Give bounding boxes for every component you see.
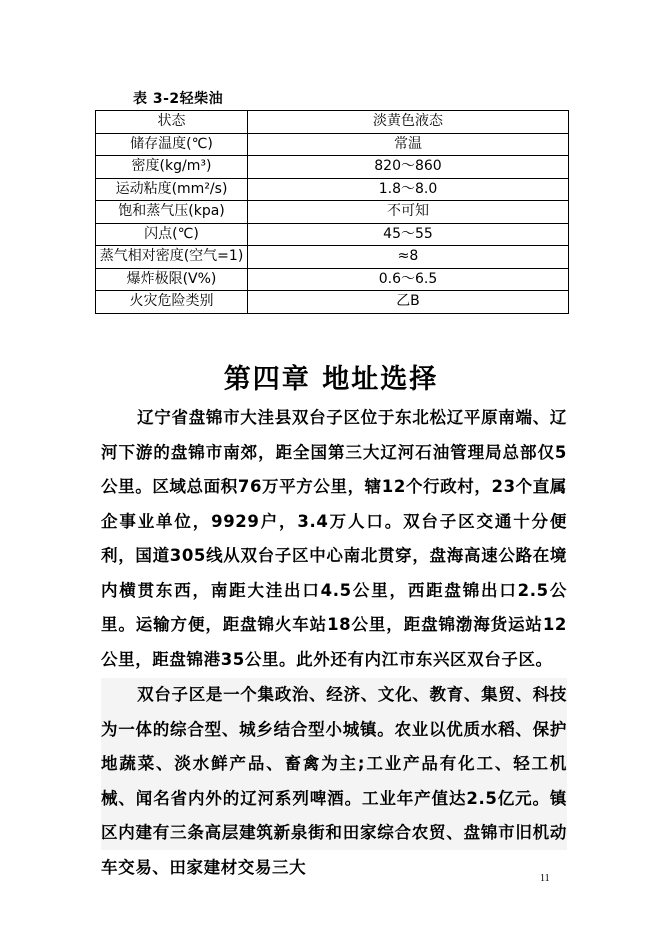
- property-name-cell: 状态: [96, 111, 248, 134]
- property-value-cell: 820～860: [248, 156, 569, 179]
- property-value-cell: 常温: [248, 133, 569, 156]
- table-row: [96, 291, 569, 314]
- property-name-cell: 火灾危险类别: [96, 291, 248, 314]
- table-row: [96, 178, 569, 201]
- property-name-cell: 运动粘度(mm²/s): [96, 178, 248, 201]
- table-row: [96, 268, 569, 291]
- table-row: [96, 246, 569, 269]
- property-value-cell: ≈8: [248, 246, 569, 269]
- table-row: [96, 223, 569, 246]
- paragraph-location-text: 辽宁省盘锦市大洼县双台子区位于东北松辽平原南端、辽河下游的盘锦市南郊，距全国第三大辽河石油管理局总部仅5公里。区域总面积76万平方公里，辖12个行政村，23个直属企事业单位，9929户，3.4万人口。双台子区交通十分便利，国道305线从双台子区中心南北贯穿，盘海高速公路在境内横贯东西，南距大洼出口4.5公里，西距盘锦出口2.5公里。运输方便，距盘锦火车站18公里，距盘锦渤海货运站12公里，距盘锦港35公里。此外还有内江市东兴区双台子区。: [101, 408, 567, 669]
- property-value-cell: 乙B: [248, 291, 569, 314]
- chapter-title: 第四章 地址选择: [223, 364, 439, 395]
- table-row: [96, 111, 569, 134]
- table-row: [96, 201, 569, 224]
- property-value-cell: 45～55: [248, 223, 569, 246]
- property-value-cell: 0.6～6.5: [248, 268, 569, 291]
- property-name-cell: 闪点(℃): [96, 223, 248, 246]
- property-name-cell: 储存温度(℃): [96, 133, 248, 156]
- table-row: [96, 156, 569, 179]
- property-name-cell: 爆炸极限(V%): [96, 268, 248, 291]
- table-row: [96, 133, 569, 156]
- property-name-cell: 饱和蒸气压(kpa): [96, 201, 248, 224]
- property-name-cell: 密度(kg/m³): [96, 156, 248, 179]
- paragraph-town-overview-text: 双台子区是一个集政治、经济、文化、教育、集贸、科技为一体的综合型、城乡结合型小城镇。农业以优质水稻、保护地蔬菜、淡水鲜产品、畜禽为主;工业产品有化工、轻工机械、闻名省内外的辽河系列啤酒。工业年产值达2.5亿元。镇区内建有三条高层建筑新泉街和田家综合农贸、盘锦市旧机动车交易、田家建材交易三大: [101, 685, 567, 877]
- paragraph-town-overview: [101, 678, 567, 877]
- table-caption: 表 3-2轻柴油: [133, 91, 224, 107]
- page-number: 11: [540, 873, 550, 884]
- property-value-cell: 不可知: [248, 201, 569, 224]
- property-value-cell: 淡黄色液态: [248, 111, 569, 134]
- properties-table: [95, 110, 569, 314]
- property-value-cell: 1.8～8.0: [248, 178, 569, 201]
- paragraph-location: [101, 401, 567, 677]
- property-name-cell: 蒸气相对密度(空气=1): [96, 246, 248, 269]
